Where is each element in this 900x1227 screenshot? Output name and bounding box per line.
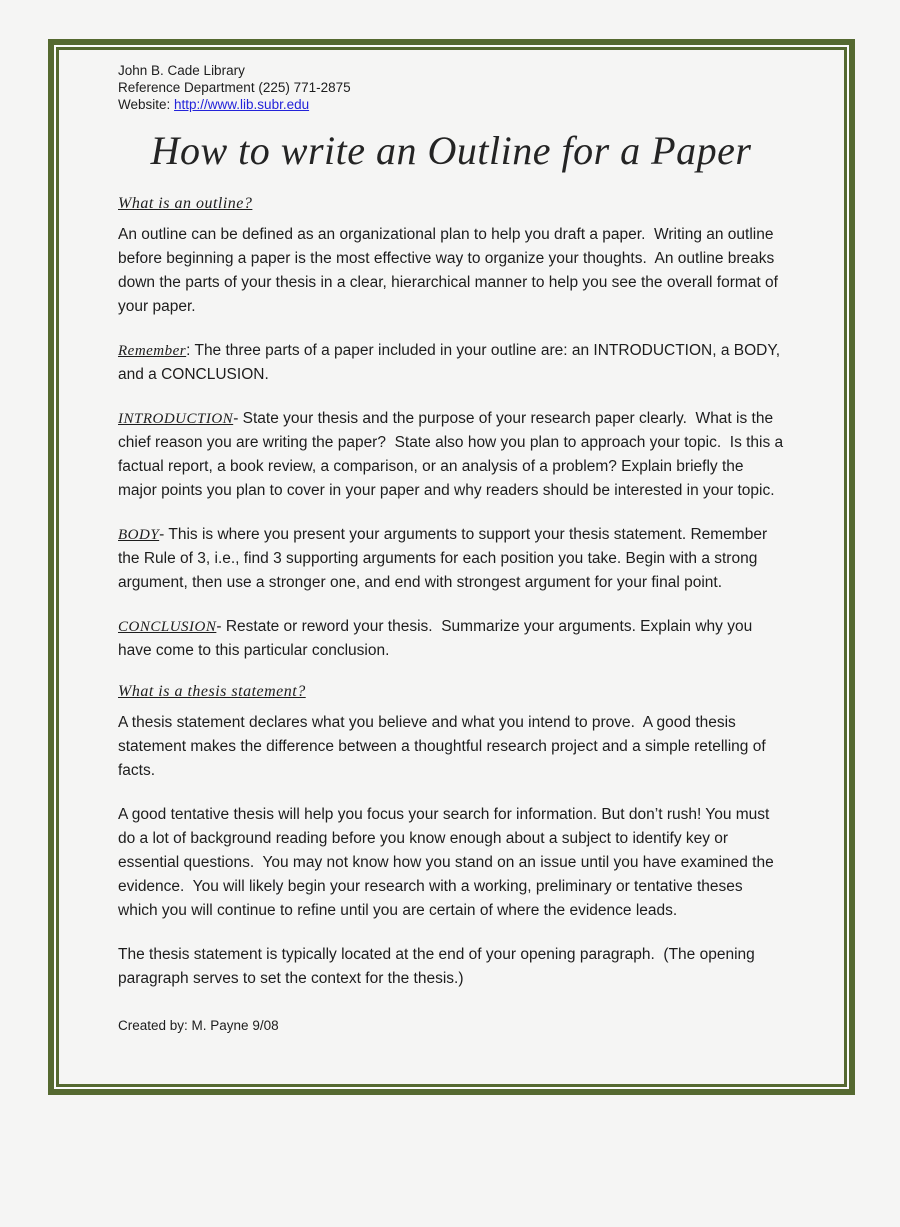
page-border-outer bbox=[48, 39, 855, 1095]
document-content bbox=[59, 50, 844, 1034]
paragraph-tentative-thesis: A good tentative thesis will help you focus your search for information. But don’t rush! You must do a lot of background reading before you know enough about a subject to identify key or essential questions. You may not know how you stand on an issue until you have examined the evidence. You will likely begin your research with a working, preliminary or tentative theses which you will continue to refine until you are certain of where the evidence leads. bbox=[118, 806, 779, 919]
website-line bbox=[118, 96, 784, 113]
paragraph-introduction bbox=[118, 407, 788, 503]
paragraph-remember bbox=[118, 339, 784, 387]
heading-what-is-a-thesis-statement: What is a thesis statement? bbox=[118, 683, 306, 700]
body-text: - This is where you present your arguments to support your thesis statement. Remember the Rule of 3, i.e., find 3 supporting arguments for each position you take. Begin with a strong argument, then use a stronger one, and end with strongest argument for your final point. bbox=[118, 526, 772, 591]
paragraph-body bbox=[118, 523, 784, 595]
page-border-inner bbox=[56, 47, 847, 1087]
department-phone: Reference Department (225) 771-2875 bbox=[118, 80, 351, 95]
term-remember: Remember bbox=[118, 343, 187, 359]
term-introduction: INTRODUCTION bbox=[118, 411, 234, 427]
heading-what-is-an-outline: What is an outline? bbox=[118, 195, 253, 212]
term-body: BODY bbox=[118, 527, 160, 543]
introduction-text: - State your thesis and the purpose of your research paper clearly. What is the chief reason you are writing the paper? State also how you plan to approach your topic. Is this a factual report, a book review, a comparison, or an analysis of a problem? Explain briefly the major points you plan to cover in your paper and why readers should be interested in your topic. bbox=[118, 410, 788, 499]
remember-text: : The three parts of a paper included in your outline are: an INTRODUCTION, a BODY, and a CONCLUSION. bbox=[118, 342, 785, 383]
letterhead bbox=[118, 62, 784, 113]
paragraph-thesis-location: The thesis statement is typically located at the end of your opening paragraph. (The opening paragraph serves to set the context for the thesis.) bbox=[118, 946, 760, 987]
page-title: How to write an Outline for a Paper bbox=[150, 128, 752, 173]
paragraph-thesis-definition: A thesis statement declares what you believe and what you intend to prove. A good thesis statement makes the difference between a thoughtful research project and a simple retelling of facts. bbox=[118, 714, 770, 779]
paragraph-outline-definition: An outline can be defined as an organizational plan to help you draft a paper. Writing an outline before beginning a paper is the most effective way to organize your thoughts. An outline breaks down the parts of your thesis in a clear, hierarchical manner to help you see the overall format of your paper. bbox=[118, 226, 783, 315]
term-conclusion: CONCLUSION bbox=[118, 619, 217, 635]
website-label: Website: bbox=[118, 97, 175, 112]
conclusion-text: - Restate or reword your thesis. Summarize your arguments. Explain why you have come to this particular conclusion. bbox=[118, 618, 757, 659]
created-by: Created by: M. Payne 9/08 bbox=[118, 1018, 279, 1033]
website-link[interactable]: http://www.lib.subr.edu bbox=[174, 97, 310, 112]
paragraph-conclusion bbox=[118, 615, 784, 663]
library-name: John B. Cade Library bbox=[118, 63, 245, 78]
